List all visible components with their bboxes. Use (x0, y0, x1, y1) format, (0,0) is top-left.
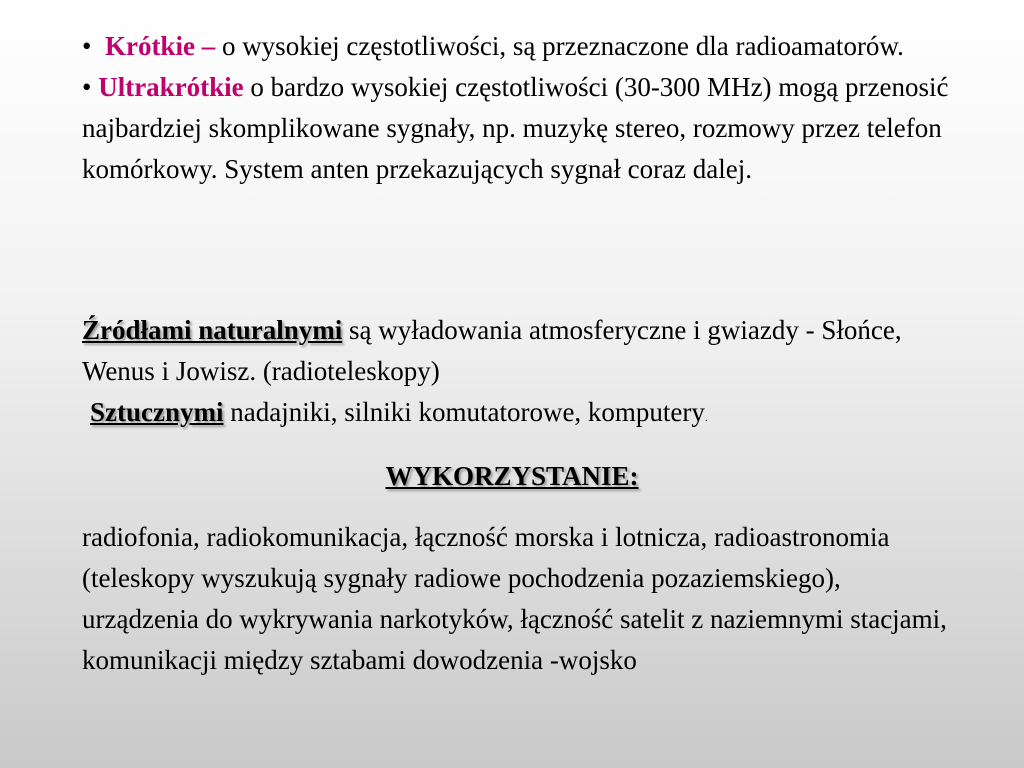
natural-sources-term: Źródłami naturalnymi (82, 315, 343, 345)
artificial-sources-end: . (704, 410, 708, 424)
sources-section (82, 310, 962, 438)
term-krotkie: Krótkie (104, 31, 195, 61)
natural-sources (82, 310, 962, 392)
ultrakrotkie-description: o bardzo wysokiej częstotliwości (30-300 MHz) mogą przenosić najbardziej skomplikowane sygnały, np. muzykę stereo, rozmowy przez telefon komórkowy. System anten przekazujących sygnał coraz dalej. (82, 72, 949, 184)
usage-text: radiofonia, radiokomunikacja, łączność morska i lotnicza, radioastronomia (teleskopy wyszukują sygnały radiowe pochodzenia pozaziemskiego), urządzenia do wykrywania narkotyków, łączność satelit z naziemnymi stacjami, komunikacji między sztabami dowodzenia -wojsko (82, 522, 947, 675)
artificial-sources-term: Sztucznymi (90, 397, 224, 427)
artificial-sources (82, 392, 962, 438)
term-dash: – (201, 31, 216, 61)
artificial-sources-text: nadajniki, silniki komutatorowe, komputery (230, 397, 705, 427)
bullet-ultrakrotkie (82, 67, 962, 190)
usage-heading: WYKORZYSTANIE: (385, 461, 639, 491)
krotkie-description: o wysokiej częstotliwości, są przeznaczone dla radioamatorów. (221, 31, 904, 61)
term-ultrakrotkie: Ultrakrótkie (98, 72, 244, 102)
bullet-marker: • (82, 72, 92, 102)
natural-sources-text: są wyładowania atmosferyczne i gwiazdy - Słońce, Wenus i Jowisz. (radioteleskopy) (82, 315, 902, 386)
bullet-list (82, 26, 962, 190)
bullet-marker: • (82, 31, 92, 61)
bullet-krotkie (82, 26, 962, 67)
